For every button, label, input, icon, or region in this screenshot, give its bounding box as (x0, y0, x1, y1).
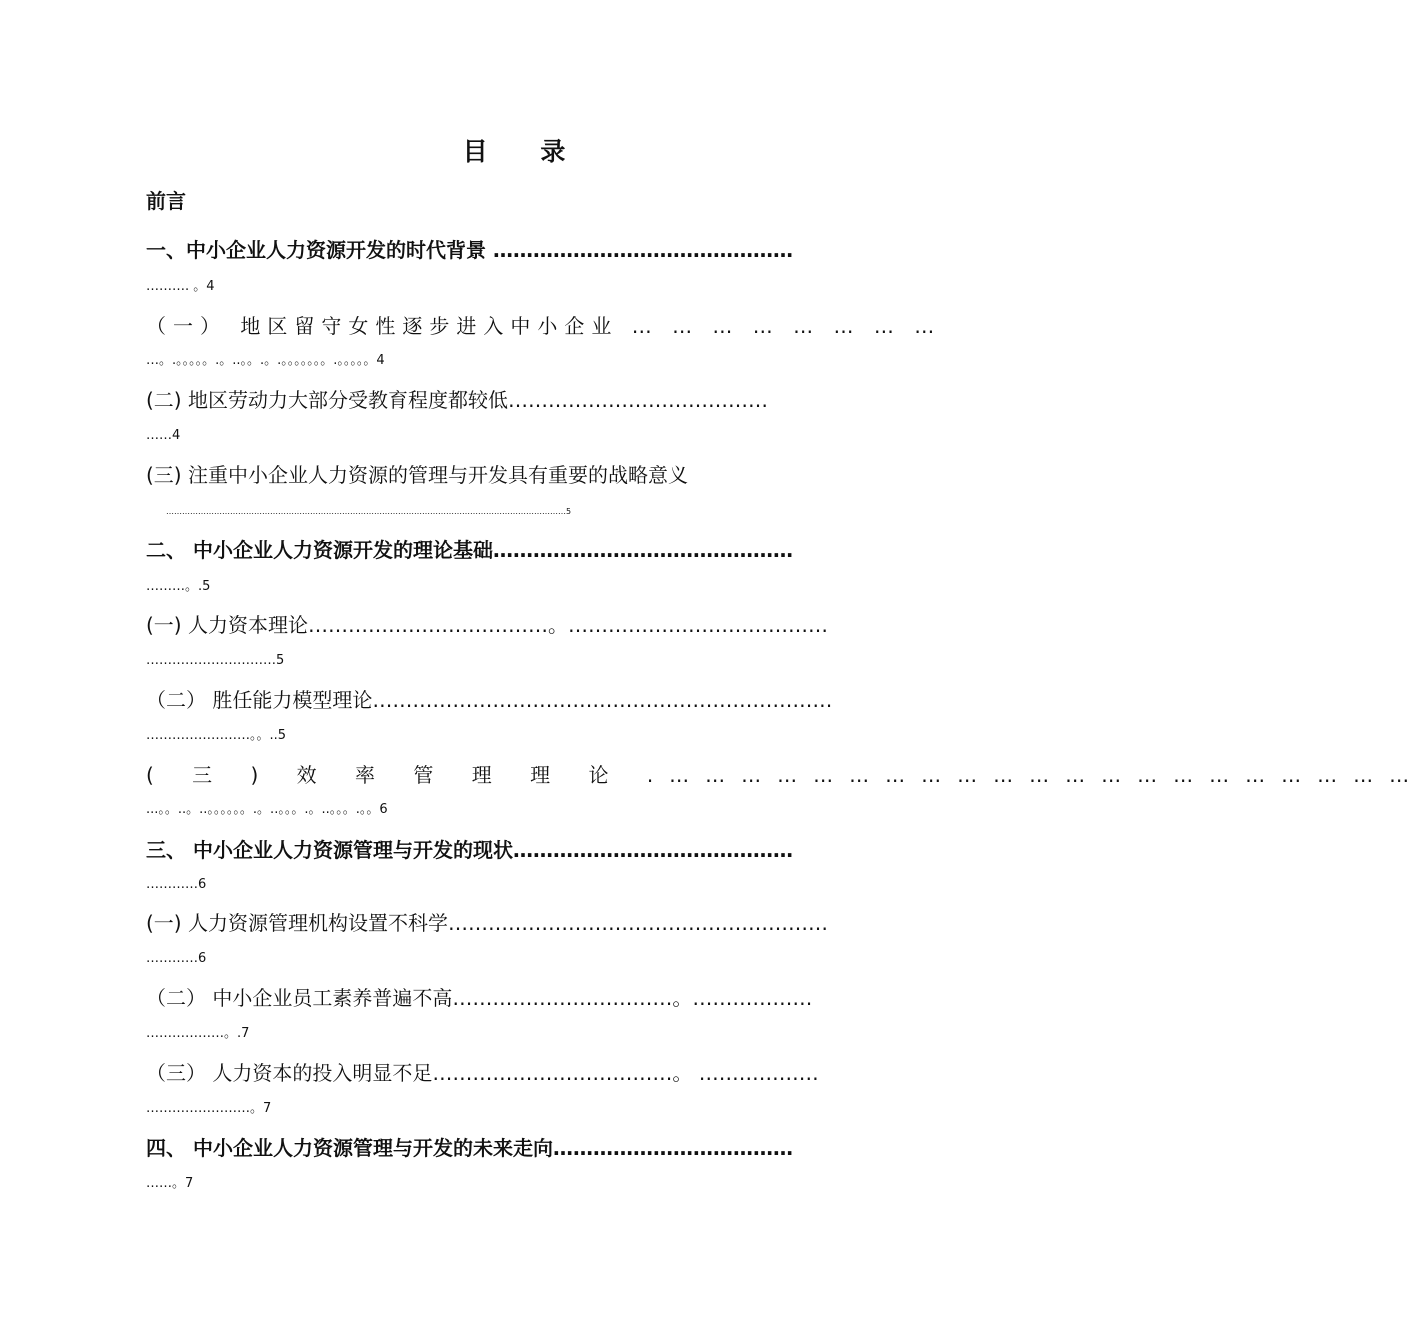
toc-entry-4-cont: ……。7 (146, 1176, 194, 1191)
toc-entry-2-cont: ………。.5 (146, 579, 211, 594)
toc-entry-3-2-cont: ………………。.7 (146, 1026, 250, 1041)
toc-entry-3-3-cont: ……………………。7 (146, 1101, 272, 1116)
toc-entry-3-cont: …………6 (146, 877, 207, 892)
toc-entry-1: 一、中小企业人力资源开发的时代背景 ……………………………………… (146, 238, 793, 262)
toc-entry-1-2: (二) 地区劳动力大部分受教育程度都较低………………………………… (146, 388, 768, 412)
toc-entry-2-3: ( 三 ) 效 率 管 理 理 论 .……………………………………………………… (146, 763, 1425, 787)
toc-title: 目 录 (462, 137, 588, 166)
toc-entry-3-3: （三） 人力资本的投入明显不足………………………………。 ……………… (146, 1061, 819, 1085)
toc-entry-1-3-cont: ……………………………………………………………………………………………………………………………………5 (166, 507, 572, 516)
toc-entry-2: 二、 中小企业人力资源开发的理论基础……………………………………… (146, 538, 793, 562)
toc-entry-2-2: （二） 胜任能力模型理论…………………………………………………………… (146, 688, 833, 712)
toc-entry-1-3: (三) 注重中小企业人力资源的管理与开发具有重要的战略意义 (146, 463, 688, 487)
toc-entry-1-cont: ………. 。4 (146, 279, 215, 294)
toc-entry-3-2: （二） 中小企业员工素养普遍不高……………………………。……………… (146, 986, 813, 1010)
toc-entry-2-1: (一) 人力资本理论………………………………。………………………………… (146, 613, 828, 637)
toc-preface: 前言 (146, 189, 186, 213)
toc-entry-2-1-cont: …………………………5 (146, 653, 285, 668)
toc-entry-1-2-cont: ……4 (146, 428, 181, 443)
toc-entry-4: 四、 中小企业人力资源管理与开发的未来走向……………………………… (146, 1136, 793, 1160)
toc-entry-3: 三、 中小企业人力资源管理与开发的现状…………………………………… (146, 838, 793, 862)
toc-entry-3-1: (一) 人力资源管理机构设置不科学………………………………………………… (146, 911, 828, 935)
toc-entry-2-3-cont: ...。。..。..。。。。。。.。..。。。.。..。。。.。。6 (146, 802, 388, 817)
toc-entry-1-1: （一） 地区留守女性逐步进入中小企业 … … … … … … … … (146, 314, 942, 338)
toc-entry-2-2-cont: ……………………。。..5 (146, 728, 287, 743)
toc-entry-1-1-cont: …。.。。。。。.。..。。.。.。。。。。。。.。。。。。4 (146, 353, 385, 368)
toc-entry-3-1-cont: …………6 (146, 951, 207, 966)
